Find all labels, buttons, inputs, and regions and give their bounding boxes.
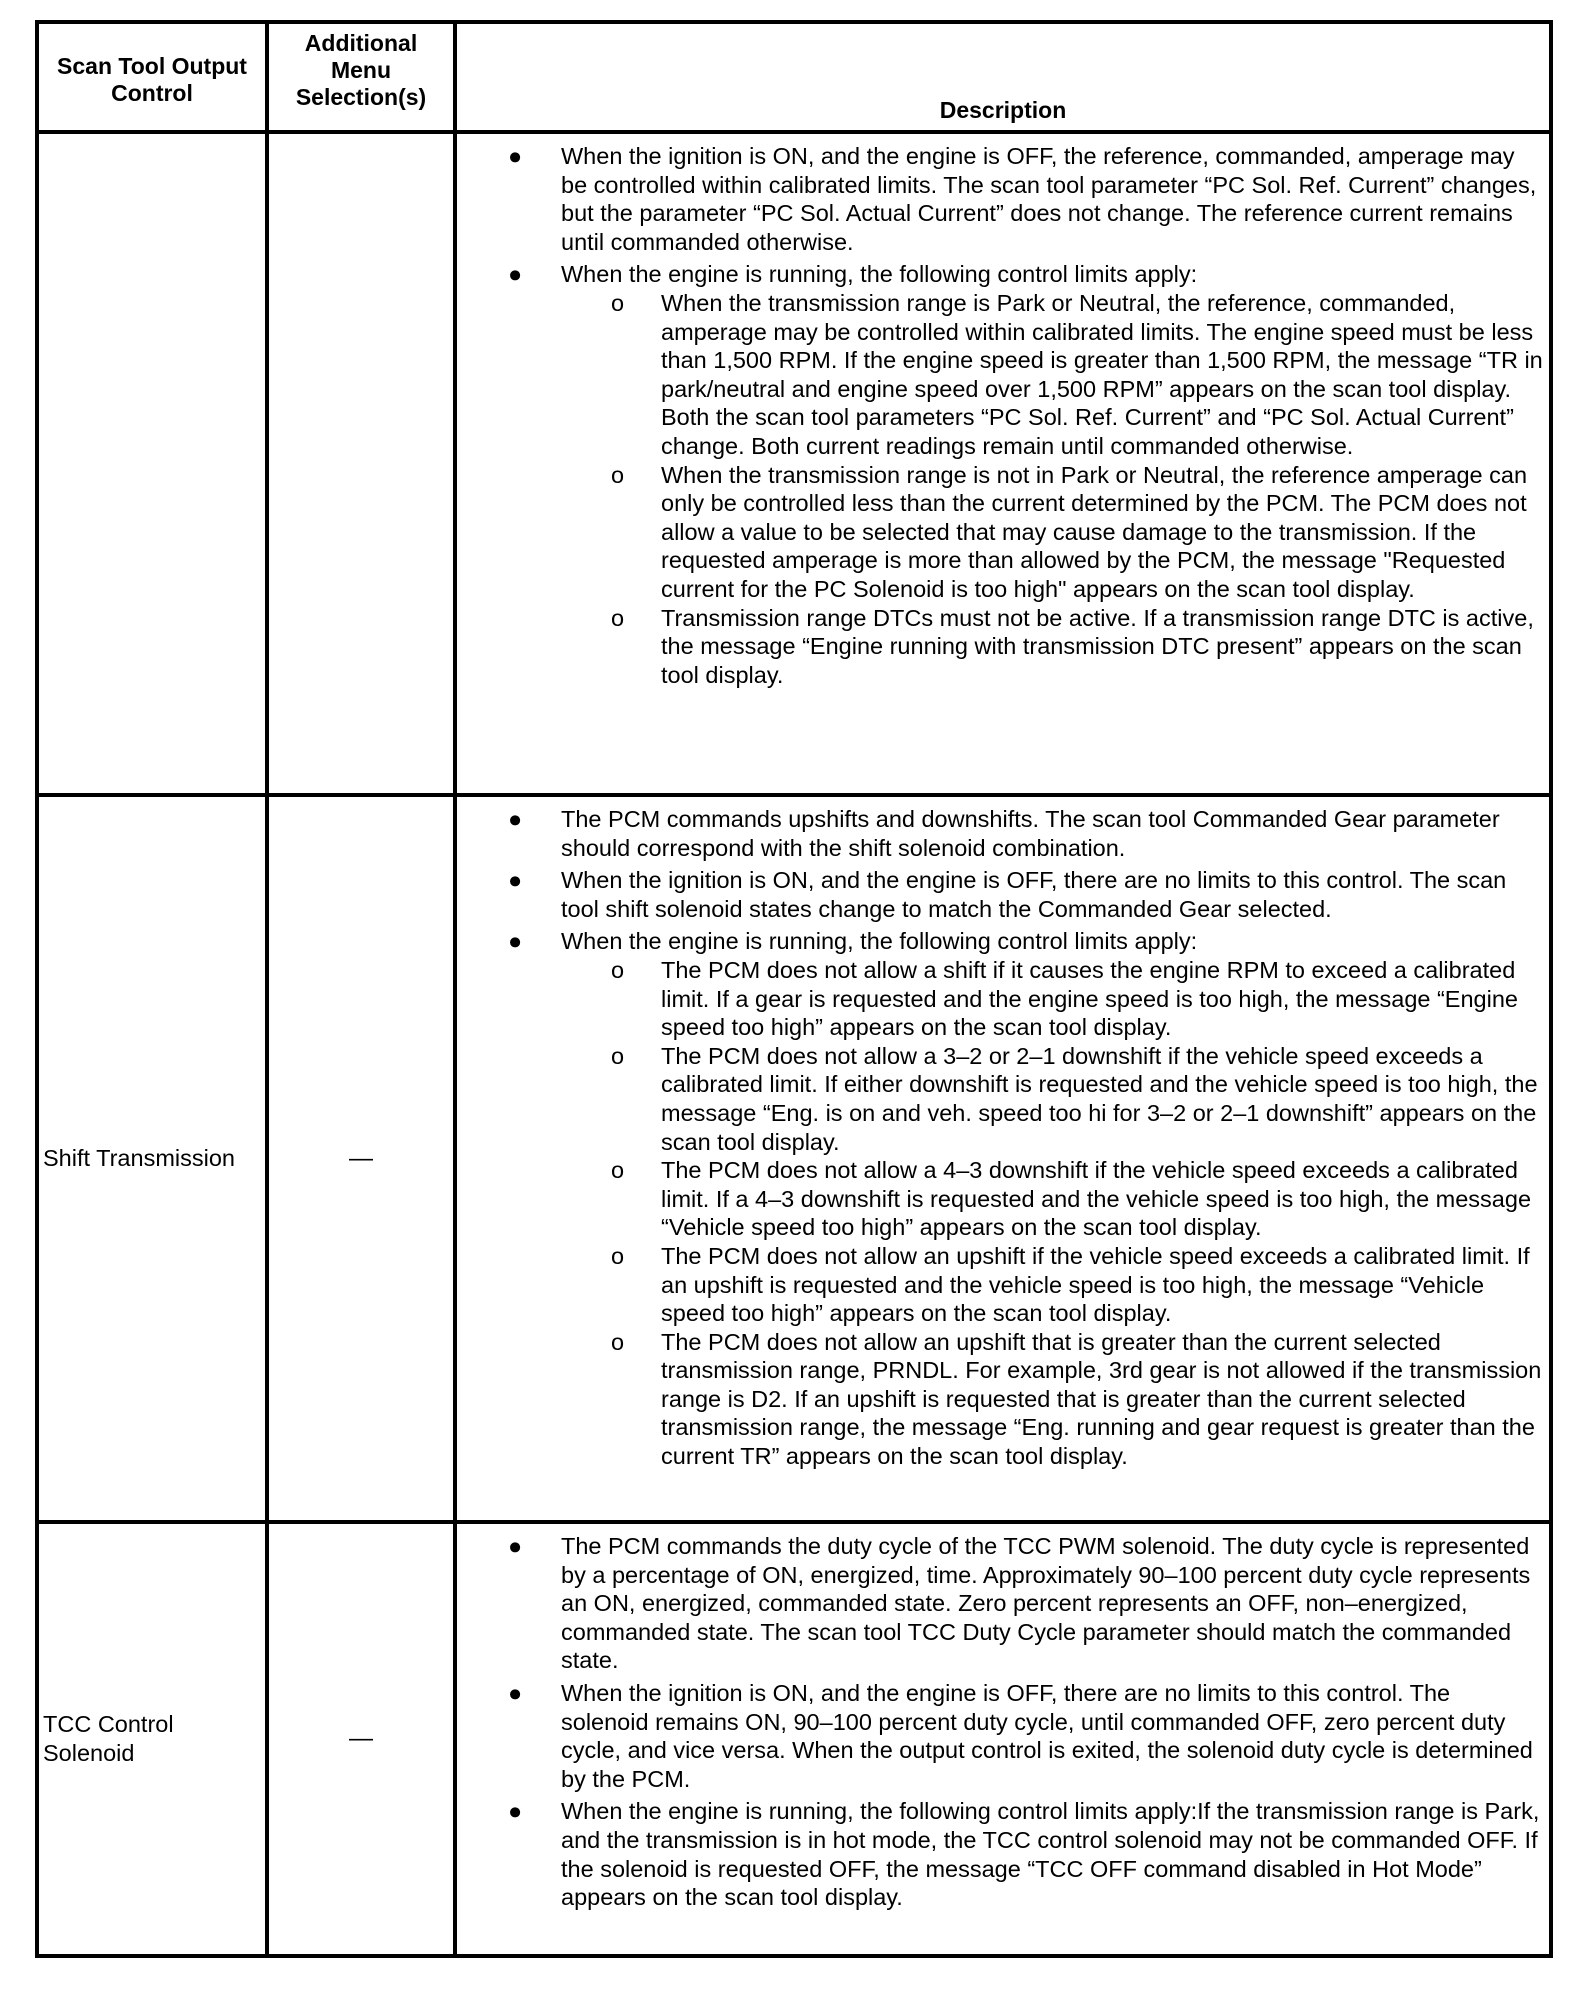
- sub-bullet-text: When the transmission range is not in Park or Neutral, the reference amperage can only be controlled less than the current determined by the PCM. The PCM does not allow a value to be selected that may cause damage to the transmission. If the requested amperage is more than allowed by the PCM, the message "Requested current for the PC Solenoid is too high" appears on the scan tool display.: [661, 461, 1528, 602]
- sub-bullet-item: [561, 1328, 1543, 1471]
- sub-bullet-text: When the transmission range is Park or Neutral, the reference, commanded, amperage may be controlled within calibrated limits. The engine speed must be less than 1,500 RPM. If the engine speed is greater than 1,500 RPM, the message “TR in park/neutral and engine speed over 1,500 RPM” appears on the scan tool display. Both the scan tool parameters “PC Sol. Ref. Current” and “PC Sol. Actual Current” change. Both current readings remain until commanded otherwise.: [661, 289, 1543, 459]
- bullet-item: [457, 260, 1543, 689]
- sub-bullet-text: The PCM does not allow a shift if it causes the engine RPM to exceed a calibrated limit. If a gear is requested and the engine speed is too high, the message “Engine speed too high” appears on the scan tool display.: [661, 956, 1518, 1041]
- circle-bullet-icon: o: [611, 956, 625, 983]
- sub-bullet-item: [561, 1156, 1543, 1242]
- header-col1-line1: Scan Tool Output: [57, 53, 247, 79]
- sub-bullet-item: [561, 461, 1543, 604]
- header-col2-line1: Additional: [304, 30, 418, 56]
- control-cell: [37, 132, 267, 795]
- sub-bullet-text: The PCM does not allow an upshift if the vehicle speed exceeds a calibrated limit. If an upshift is requested and the vehicle speed is too high, the message “Vehicle speed too high” appears on the scan tool display.: [661, 1242, 1530, 1327]
- control-name: TCC Control Solenoid: [43, 1711, 174, 1766]
- bullet-item: [457, 927, 1543, 1470]
- header-additional-menu-selections: [267, 22, 455, 132]
- bullet-dot-icon: ●: [508, 261, 523, 288]
- sub-bullet-item: [561, 1042, 1543, 1156]
- bullet-list: [457, 1524, 1549, 1912]
- bullet-dot-icon: ●: [508, 867, 523, 894]
- bullet-dot-icon: ●: [508, 1679, 523, 1706]
- bullet-item: [457, 1797, 1543, 1911]
- control-cell: [37, 1522, 267, 1956]
- menu-selection: —: [349, 1725, 373, 1752]
- circle-bullet-icon: o: [611, 1328, 625, 1355]
- sub-bullet-item: [561, 604, 1543, 690]
- circle-bullet-icon: o: [611, 1157, 625, 1184]
- header-scan-tool-output-control: [37, 22, 267, 132]
- description-cell: [455, 795, 1551, 1522]
- sub-bullet-text: The PCM does not allow a 4–3 downshift if the vehicle speed exceeds a calibrated limit. If a 4–3 downshift is requested and the vehicle speed is too high, the message “Vehicle speed too high” appears on the scan tool display.: [661, 1157, 1532, 1241]
- header-col1-line2: Control: [111, 80, 193, 106]
- bullet-item: [457, 1679, 1543, 1793]
- bullet-text: When the engine is running, the following control limits apply:: [561, 261, 1198, 288]
- circle-bullet-icon: o: [611, 604, 625, 631]
- bullet-item: [457, 142, 1543, 256]
- sub-bullet-text: The PCM does not allow an upshift that is greater than the current selected transmission range, PRNDL. For example, 3rd gear is not allowed if the transmission range is D2. If an upshift is requested that is greater than the current selected transmission range, the message “Eng. running and gear request is greater than the current TR” appears on the scan tool display.: [661, 1328, 1542, 1470]
- menu-cell: [267, 795, 455, 1522]
- bullet-text: When the ignition is ON, and the engine is OFF, there are no limits to this control. The scan tool shift solenoid states change to match the Commanded Gear selected.: [561, 867, 1507, 922]
- menu-cell: [267, 1522, 455, 1956]
- sub-bullet-item: [561, 956, 1543, 1042]
- bullet-dot-icon: ●: [508, 928, 523, 955]
- bullet-dot-icon: ●: [508, 143, 523, 169]
- bullet-item: [457, 805, 1543, 862]
- output-control-table: [35, 20, 1553, 1958]
- header-row: [37, 22, 1551, 132]
- bullet-text: When the engine is running, the following control limits apply:If the transmission range is Park, and the transmission is in hot mode, the TCC control solenoid may not be commanded OFF. If the solenoid is requested OFF, the message “TCC OFF command disabled in Hot Mode” appears on the scan tool display.: [561, 1798, 1540, 1911]
- sub-bullet-list: [561, 289, 1543, 689]
- bullet-dot-icon: ●: [508, 1798, 523, 1825]
- bullet-text: When the ignition is ON, and the engine is OFF, the reference, commanded, amperage may be controlled within calibrated limits. The scan tool parameter “PC Sol. Ref. Current” changes, but the parameter “PC Sol. Actual Current” does not change. The reference current remains until commanded otherwise.: [561, 143, 1537, 255]
- header-description: [455, 22, 1551, 132]
- control-cell: [37, 795, 267, 1522]
- circle-bullet-icon: o: [611, 1242, 625, 1269]
- sub-bullet-text: Transmission range DTCs must not be active. If a transmission range DTC is active, the message “Engine running with transmission DTC present” appears on the scan tool display.: [661, 604, 1534, 688]
- circle-bullet-icon: o: [611, 1042, 625, 1069]
- circle-bullet-icon: o: [611, 461, 625, 488]
- sub-bullet-item: [561, 289, 1543, 461]
- bullet-item: [457, 866, 1543, 923]
- table-row: [37, 1522, 1551, 1956]
- bullet-dot-icon: ●: [508, 806, 523, 832]
- table-row: [37, 132, 1551, 795]
- control-name: Shift Transmission: [43, 1145, 235, 1171]
- bullet-item: [457, 1532, 1543, 1675]
- bullet-list: [457, 797, 1549, 1471]
- sub-bullet-item: [561, 1242, 1543, 1328]
- sub-bullet-text: The PCM does not allow a 3–2 or 2–1 downshift if the vehicle speed exceeds a calibrated limit. If either downshift is requested and the vehicle speed is too high, the message “Eng. is on and veh. speed too hi for 3–2 or 2–1 downshift” appears on the scan tool display.: [661, 1042, 1538, 1155]
- header-col2-line2: Menu: [330, 57, 392, 83]
- menu-cell: [267, 132, 455, 795]
- bullet-text: When the ignition is ON, and the engine is OFF, there are no limits to this control. The solenoid remains ON, 90–100 percent duty cycle, until commanded OFF, zero percent duty cycle, and vice versa. When the output control is exited, the solenoid duty cycle is determined by the PCM.: [561, 1679, 1533, 1792]
- description-cell: [455, 1522, 1551, 1956]
- table-row: [37, 795, 1551, 1522]
- sub-bullet-list: [561, 956, 1543, 1471]
- menu-selection: —: [349, 1144, 373, 1172]
- description-cell: [455, 132, 1551, 795]
- circle-bullet-icon: o: [611, 289, 625, 316]
- header-col3-label: Description: [939, 97, 1067, 123]
- bullet-list: [457, 134, 1549, 689]
- bullet-text: When the engine is running, the following control limits apply:: [561, 928, 1198, 955]
- bullet-text: The PCM commands upshifts and downshifts. The scan tool Commanded Gear parameter should correspond with the shift solenoid combination.: [561, 806, 1500, 861]
- bullet-dot-icon: ●: [508, 1533, 523, 1559]
- bullet-text: The PCM commands the duty cycle of the TCC PWM solenoid. The duty cycle is represented by a percentage of ON, energized, time. Approximately 90–100 percent duty cycle represents an ON, energized, commanded state. Zero percent represents an OFF, non–energized, commanded state. The scan tool TCC Duty Cycle parameter should match the commanded state.: [561, 1533, 1531, 1674]
- header-col2-line3: Selection(s): [295, 84, 427, 110]
